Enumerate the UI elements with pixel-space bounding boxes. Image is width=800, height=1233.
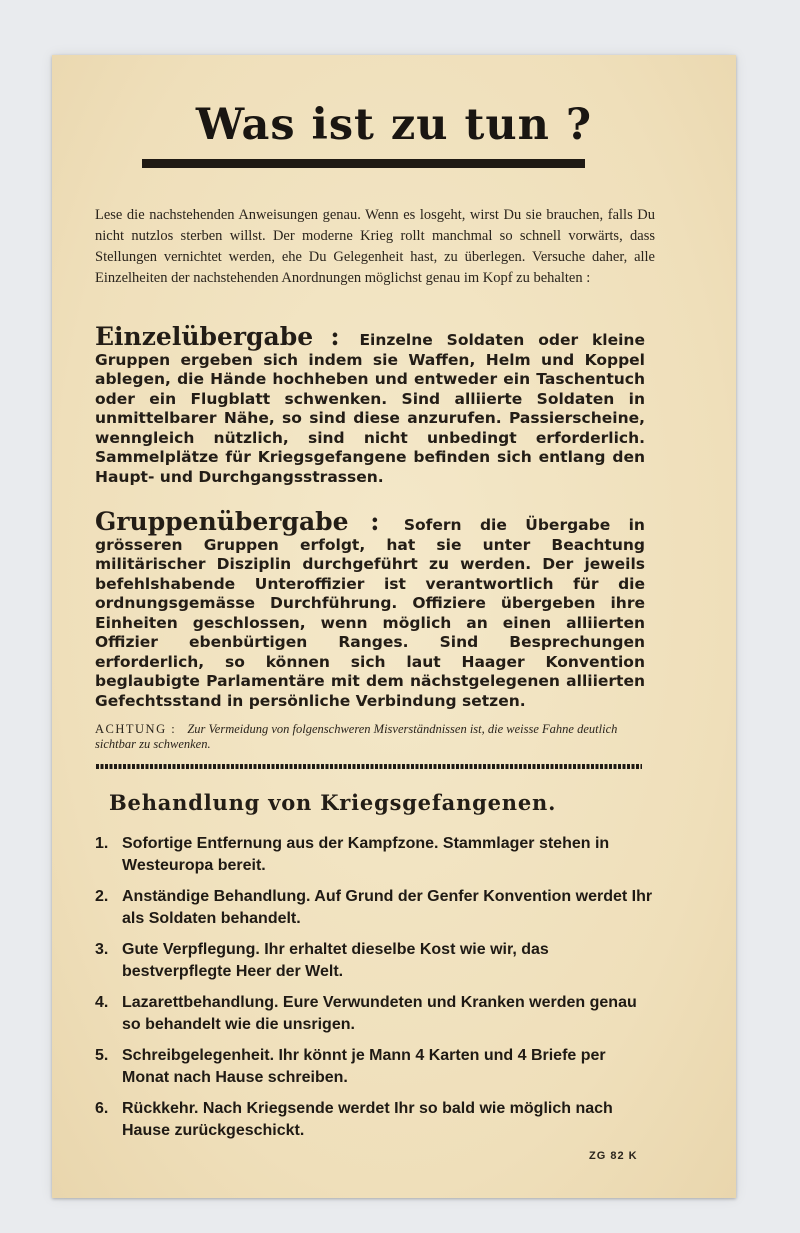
achtung-note	[95, 722, 645, 752]
item-text: Anständige Behandlung. Auf Grund der Genfer Konvention werdet Ihr als Soldaten behandelt.	[122, 888, 653, 927]
item-number: 2.	[95, 888, 109, 905]
section-heading: Einzelübergabe :	[95, 322, 340, 351]
list-item	[95, 1098, 655, 1142]
item-text: Schreibgelegenheit. Ihr könnt je Mann 4 Karten und 4 Briefe per Monat nach Hause schreiben.	[122, 1047, 606, 1086]
dashed-divider	[96, 764, 642, 769]
item-number: 4.	[95, 994, 109, 1011]
list-item	[95, 939, 655, 983]
achtung-text: Zur Vermeidung von folgenschweren Misverständnissen ist, die weisse Fahne deutlich sichtbar zu schwenken.	[95, 722, 618, 751]
achtung-label: ACHTUNG :	[95, 722, 177, 736]
item-number: 6.	[95, 1100, 109, 1117]
section-text: Sofern die Übergabe in grösseren Gruppen erfolgt, hat sie unter Beachtung militärischer Disziplin durchgeführt zu werden. Der jeweils befehlshabende Unteroffizier ist verantwortlich für die ordnungsgemässe Durchführung. Offiziere übergeben ihre Einheiten geschlossen, wenn möglich an einen alliierten Offizier ebenbürtigen Ranges. Sind Besprechungen erforderlich, so können sich laut Haager Konvention beglaubigte Parlamentäre mit dem nächstgelegenen alliierten Gefechtsstand in persönliche Verbindung setzen.	[95, 516, 645, 710]
item-text: Sofortige Entfernung aus der Kampfzone. Stammlager stehen in Westeuropa bereit.	[122, 835, 610, 874]
item-number: 3.	[95, 941, 109, 958]
leaflet-title: Was ist zu tun ?	[195, 100, 593, 150]
item-text: Lazarettbehandlung. Eure Verwundeten und Kranken werden genau so behandelt wie die unsrigen.	[122, 994, 637, 1033]
treatment-heading: Behandlung von Kriegsgefangenen.	[109, 790, 557, 815]
list-item	[95, 886, 655, 930]
item-number: 5.	[95, 1047, 109, 1064]
treatment-list	[95, 833, 655, 1151]
section-heading: Gruppenübergabe :	[95, 507, 380, 536]
leaflet-paper	[52, 55, 736, 1198]
list-item	[95, 992, 655, 1036]
section-einzeluebergabe	[95, 322, 645, 487]
list-item	[95, 1045, 655, 1089]
item-text: Gute Verpflegung. Ihr erhaltet dieselbe Kost wie wir, das bestverpflegte Heer der Welt.	[122, 941, 549, 980]
title-underline	[142, 159, 585, 168]
print-code: ZG 82 K	[589, 1150, 638, 1162]
section-text: Einzelne Soldaten oder kleine Gruppen ergeben sich indem sie Waffen, Helm und Koppel ablegen, die Hände hochheben und entweder ein Taschentuch oder ein Flugblatt schwenken. Sind alliierte Soldaten in unmittelbarer Nähe, so sind diese anzurufen. Passierscheine, wenngleich nützlich, sind nicht unbedingt erforderlich. Sammelplätze für Kriegsgefangene befinden sich entlang den Haupt- und Durchgangsstrassen.	[95, 331, 645, 486]
list-item	[95, 833, 655, 877]
section-gruppenuebergabe	[95, 507, 645, 711]
item-number: 1.	[95, 835, 109, 852]
item-text: Rückkehr. Nach Kriegsende werdet Ihr so bald wie möglich nach Hause zurückgeschickt.	[122, 1100, 613, 1139]
intro-paragraph: Lese die nachstehenden Anweisungen genau. Wenn es losgeht, wirst Du sie brauchen, falls Du nicht nutzlos sterben willst. Der moderne Krieg rollt manchmal so schnell vorwärts, dass Stellungen vernichtet werden, ehe Du Gelegenheit hast, zu überlegen. Versuche daher, alle Einzelheiten der nachstehenden Anordnungen möglichst genau im Kopf zu behalten :	[95, 207, 655, 286]
